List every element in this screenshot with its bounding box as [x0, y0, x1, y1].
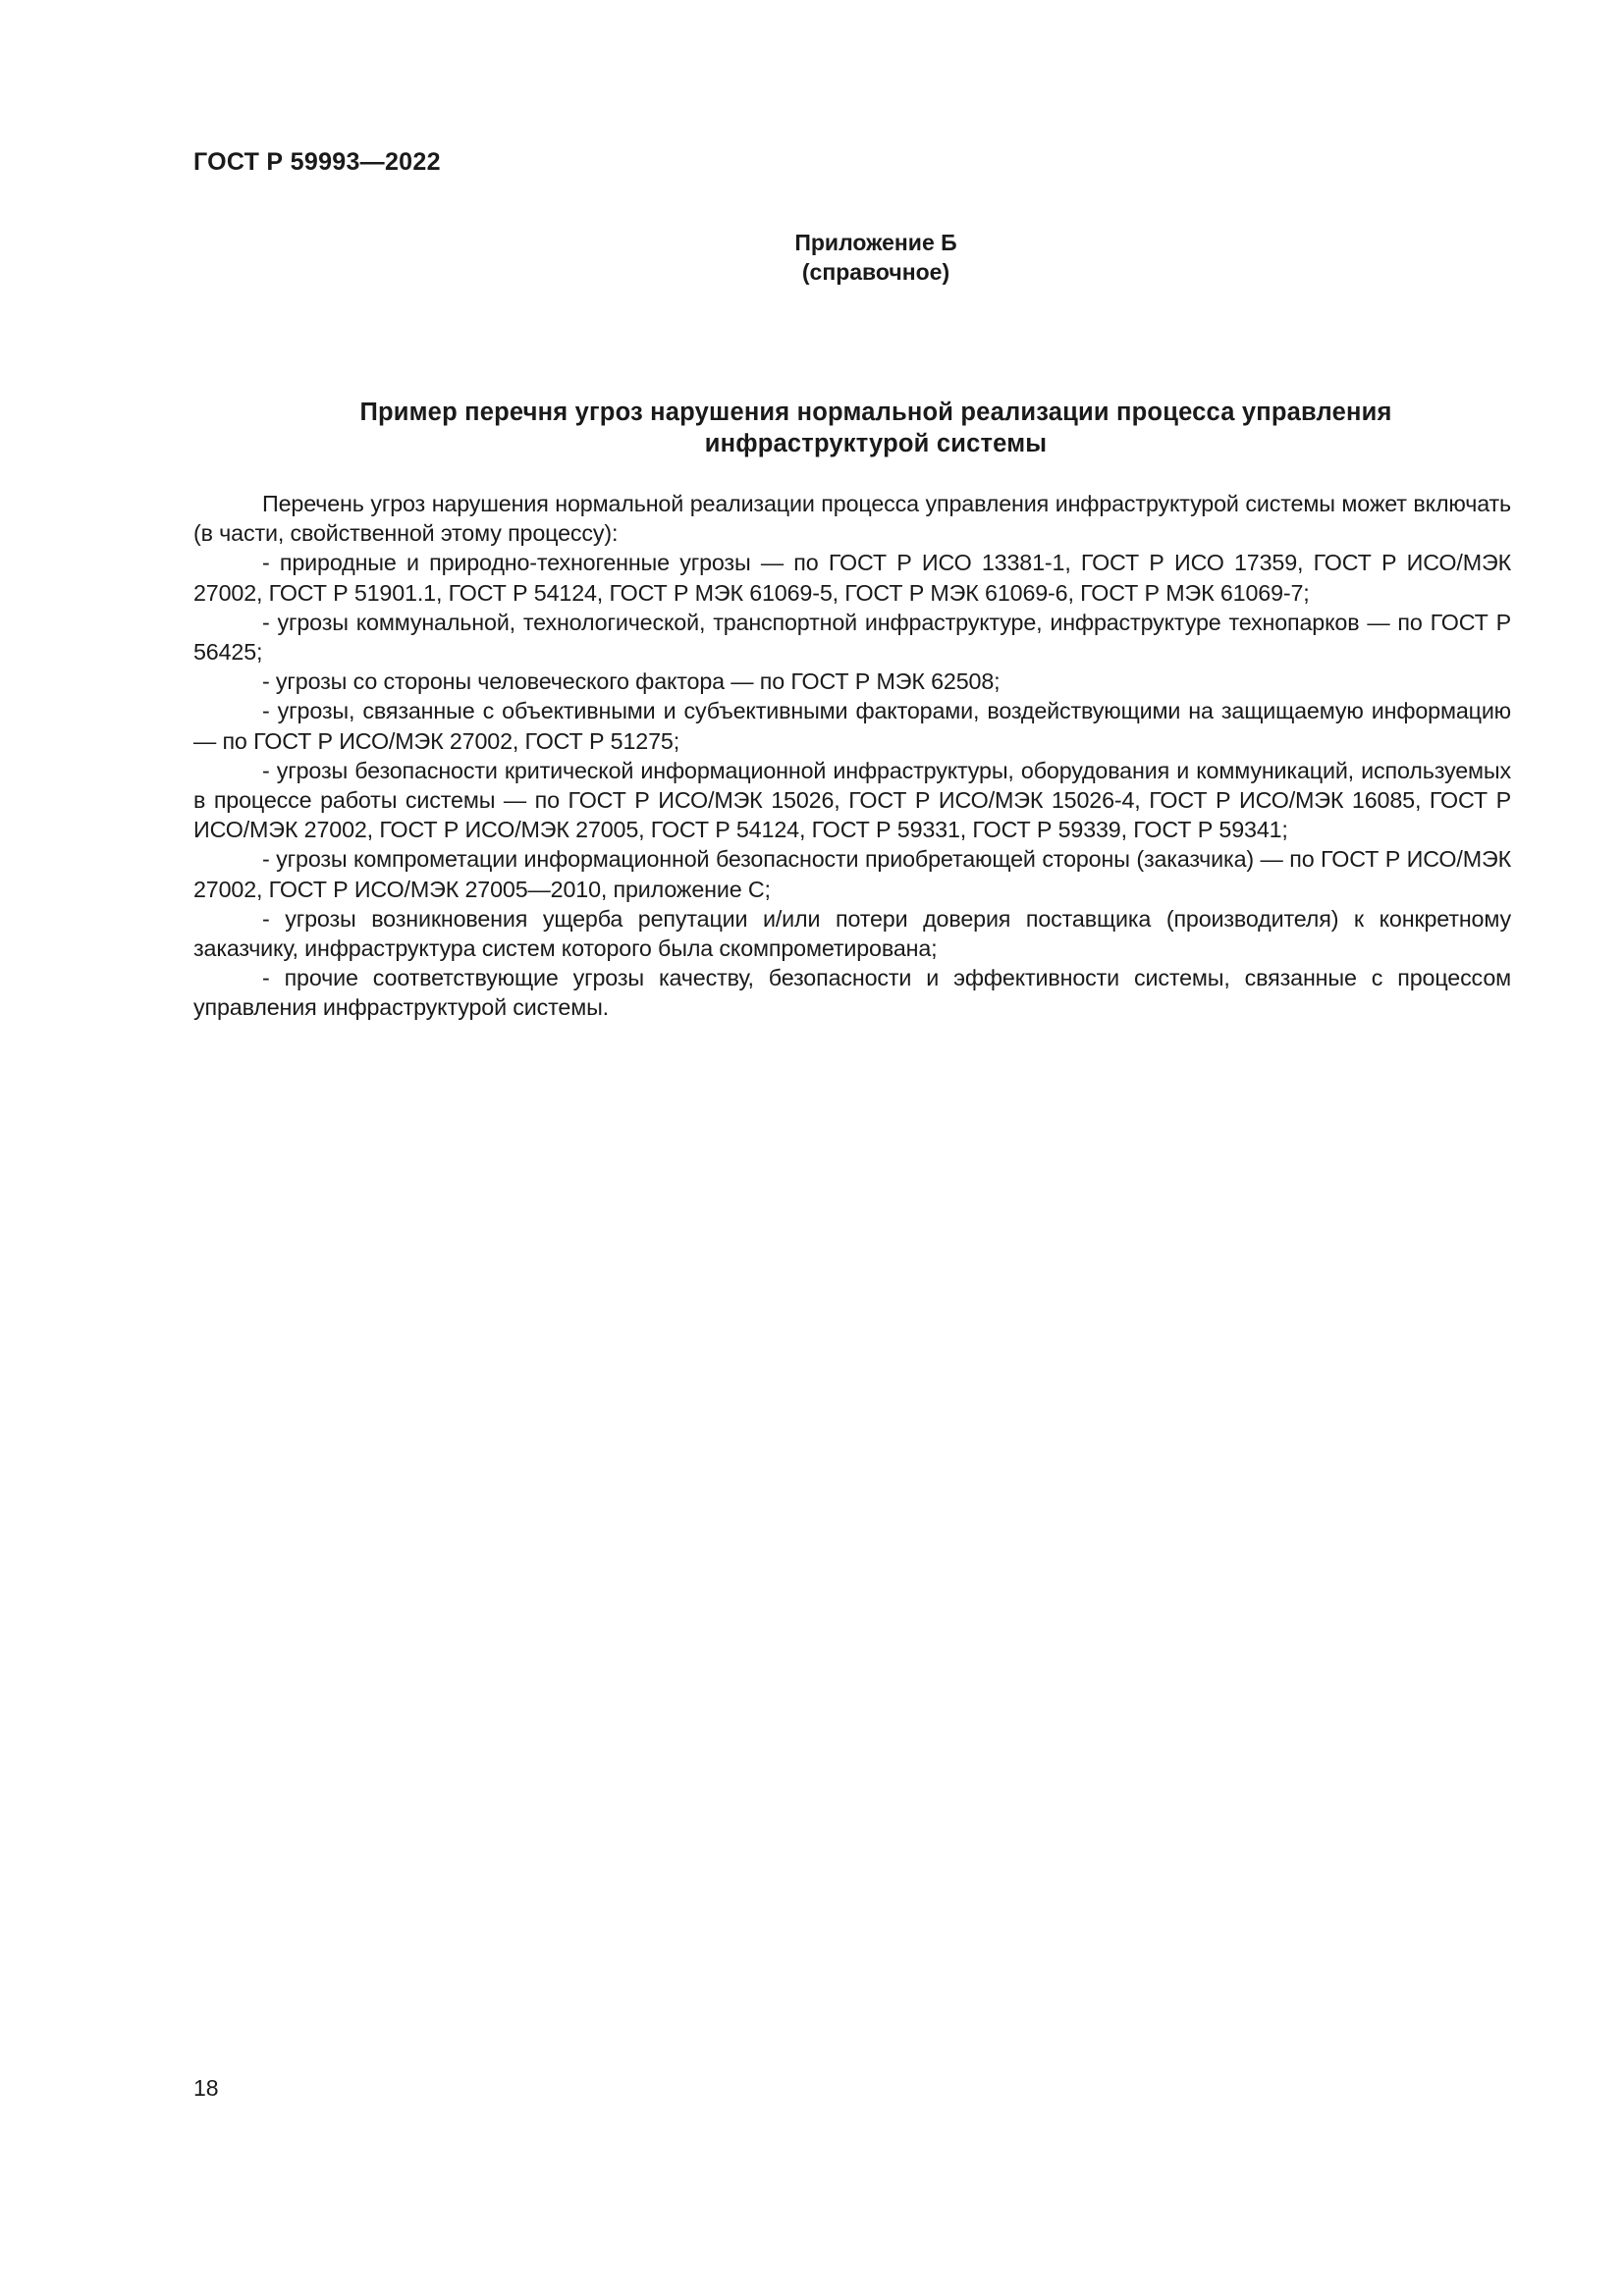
annex-title [193, 397, 1509, 459]
list-item: - природные и природно-техногенные угрозы — по ГОСТ Р ИСО 13381-1, ГОСТ Р ИСО 17359, ГОСТ Р ИСО/МЭК 27002, ГОСТ Р 51901.1, ГОСТ Р 54124, ГОСТ Р МЭК 61069-5, ГОСТ Р МЭК 61069-6, ГОСТ Р МЭК 61069-7; [193, 550, 1511, 606]
annex-title-line-2: инфраструктурой системы [704, 430, 1048, 457]
body-text [193, 489, 1511, 1023]
annex-title-line-1: Пример перечня угроз нарушения нормальной реализации процесса управления [359, 399, 1392, 426]
list-item: - угрозы компрометации информационной безопасности приобретающей стороны (заказчика) — по ГОСТ Р ИСО/МЭК 27002, ГОСТ Р ИСО/МЭК 27005—2010, приложение С; [193, 846, 1511, 902]
list-item: - угрозы, связанные с объективными и субъективными факторами, воздействующими на защищаемую информацию — по ГОСТ Р ИСО/МЭК 27002, ГОСТ Р 51275; [193, 698, 1511, 754]
intro-paragraph: Перечень угроз нарушения нормальной реализации процесса управления инфраструктурой системы может включать (в части, свойственной этому процессу): [193, 491, 1511, 547]
list-item: - прочие соответствующие угрозы качеству, безопасности и эффективности системы, связанные с процессом управления инфраструктурой системы. [193, 965, 1511, 1021]
document-code: ГОСТ Р 59993—2022 [193, 148, 441, 176]
annex-heading [193, 228, 1509, 287]
list-item: - угрозы безопасности критической информационной инфраструктуры, оборудования и коммуникаций, используемых в процессе работы системы — по ГОСТ Р ИСО/МЭК 15026, ГОСТ Р ИСО/МЭК 15026-4, ГОСТ Р ИСО/МЭК 16085, ГОСТ Р ИСО/МЭК 27002, ГОСТ Р ИСО/МЭК 27005, ГОСТ Р 54124, ГОСТ Р 59331, ГОСТ Р 59339, ГОСТ Р 59341; [193, 757, 1511, 843]
list-item: - угрозы со стороны человеческого фактора — по ГОСТ Р МЭК 62508; [262, 668, 1001, 695]
annex-label: Приложение Б [794, 230, 957, 255]
list-item: - угрозы возникновения ущерба репутации и/или потери доверия поставщика (производителя) к конкретному заказчику, инфраструктура систем которого была скомпрометирована; [193, 905, 1511, 962]
page-number: 18 [193, 2075, 219, 2101]
annex-status: (справочное) [801, 259, 950, 285]
list-item: - угрозы коммунальной, технологической, транспортной инфраструктуре, инфраструктуре технопарков — по ГОСТ Р 56425; [193, 609, 1511, 666]
